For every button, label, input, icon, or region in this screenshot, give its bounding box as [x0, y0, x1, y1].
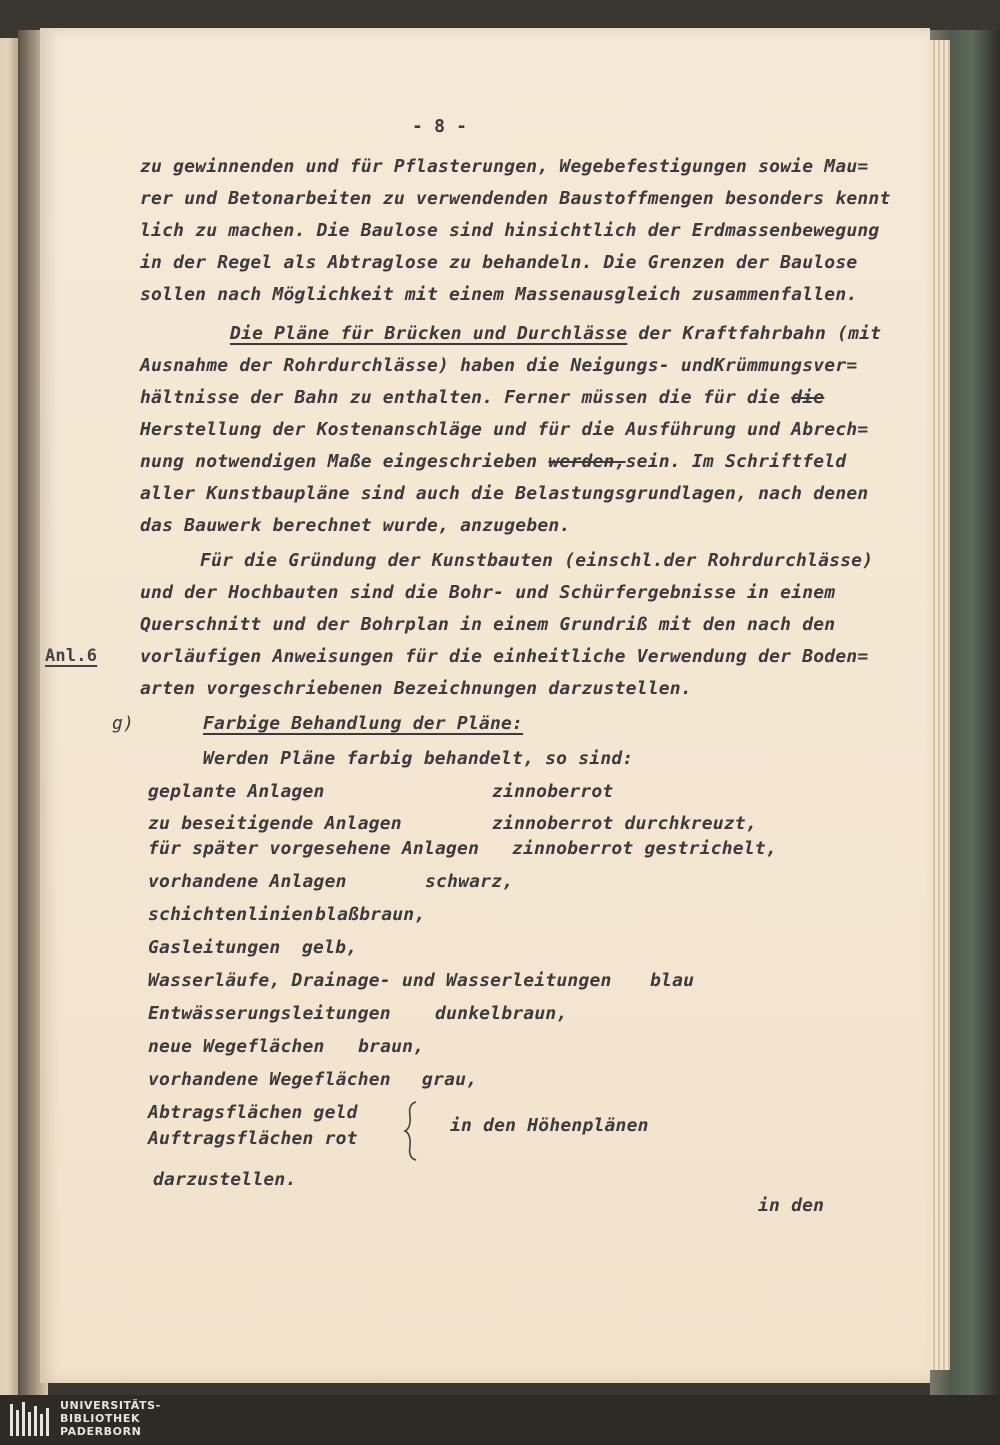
- bridges-line-1: [230, 323, 881, 344]
- color-item: vorhandene Anlagen: [148, 871, 347, 892]
- bridges-line-1-rest: der Kraftfahrbahn (mit: [627, 323, 882, 344]
- color-item: geplante Anlagen: [148, 781, 325, 802]
- color-item: zu beseitigende Anlagen: [148, 813, 402, 834]
- text-line: das Bauwerk berechnet wurde, anzugeben.: [140, 515, 571, 536]
- text-line: lich zu machen. Die Baulose sind hinsichtlich der Erdmassenbewegung: [140, 220, 880, 241]
- auftrag-line: Auftragsflächen rot: [148, 1128, 358, 1149]
- bridges-line-5: [140, 451, 846, 472]
- abtrag-line: Abtragsflächen geld: [148, 1102, 358, 1123]
- catchword: in den: [758, 1195, 825, 1216]
- color-item: Wasserläufe, Drainage- und Wasserleitungen: [148, 970, 612, 991]
- section-letter: g): [112, 713, 135, 734]
- color-item: für später vorgesehene Anlagen: [148, 838, 480, 859]
- color-item: Entwässerungsleitungen: [148, 1003, 391, 1024]
- bridges-line-5-text-b: sein. Im Schriftfeld: [625, 451, 847, 472]
- bridges-line-3: [140, 387, 824, 408]
- color-value: grau,: [422, 1069, 478, 1090]
- closing-line: darzustellen.: [153, 1169, 297, 1190]
- color-value: zinnoberrot: [492, 781, 614, 802]
- text-line: aller Kunstbaupläne sind auch die Belastungsgrundlagen, nach denen: [140, 483, 869, 504]
- document-page: [40, 28, 930, 1383]
- text-line: arten vorgeschriebenen Bezeichnungen darzustellen.: [140, 678, 692, 699]
- bridges-heading: Die Pläne für Brücken und Durchlässe: [230, 323, 628, 344]
- hoehenplaene-note: in den Höhenplänen: [450, 1115, 649, 1136]
- brace-icon: [402, 1100, 422, 1162]
- color-value: zinnoberrot gestrichelt,: [512, 838, 777, 859]
- intro-line: Werden Pläne farbig behandelt, so sind:: [203, 748, 634, 769]
- color-value: blau: [650, 970, 695, 991]
- text-line: in der Regel als Abtraglose zu behandeln. Die Grenzen der Baulose: [140, 252, 858, 273]
- margin-note: Anl.6: [45, 646, 98, 666]
- left-page-edge: [0, 38, 18, 1395]
- color-value: blaßbraun,: [315, 904, 426, 925]
- text-line: rer und Betonarbeiten zu verwendenden Baustoffmengen besonders kennt: [140, 188, 891, 209]
- university-library-logo-icon: [8, 1400, 50, 1440]
- library-logo-bar: [0, 1395, 1000, 1445]
- color-value: braun,: [358, 1036, 425, 1057]
- struck-word: die: [791, 387, 825, 408]
- library-logo-text: [60, 1399, 161, 1438]
- text-line: Ausnahme der Rohrdurchlässe) haben die Neigungs- undKrümmungsver=: [140, 355, 858, 376]
- bridges-line-3-text: hältnisse der Bahn zu enthalten. Ferner müssen die für die: [140, 387, 792, 408]
- logo-line-1: UNIVERSITÄTS-: [60, 1399, 161, 1412]
- struck-word: werden,: [548, 451, 626, 472]
- color-item: vorhandene Wegeflächen: [148, 1069, 391, 1090]
- section-title: Farbige Behandlung der Pläne:: [203, 713, 524, 734]
- logo-line-2: BIBLIOTHEK: [60, 1412, 141, 1425]
- color-value: schwarz,: [425, 871, 514, 892]
- text-line: und der Hochbauten sind die Bohr- und Schürfergebnisse in einem: [140, 582, 836, 603]
- logo-line-3: PADERBORN: [60, 1425, 142, 1438]
- text-line: Für die Gründung der Kunstbauten (einschl.der Rohrdurchlässe): [200, 550, 874, 571]
- color-value: gelb,: [302, 937, 358, 958]
- color-item: neue Wegeflächen: [148, 1036, 325, 1057]
- page-number: - 8 -: [412, 116, 468, 137]
- text-line: vorläufigen Anweisungen für die einheitliche Verwendung der Boden=: [140, 646, 869, 667]
- bridges-line-5-text-a: nung notwendigen Maße eingeschrieben: [140, 451, 549, 472]
- color-item: Gasleitungen: [148, 937, 281, 958]
- color-value: dunkelbraun,: [435, 1003, 568, 1024]
- text-line: zu gewinnenden und für Pflasterungen, Wegebefestigungen sowie Mau=: [140, 156, 869, 177]
- color-value: zinnoberrot durchkreuzt,: [492, 813, 757, 834]
- text-line: sollen nach Möglichkeit mit einem Massenausgleich zusammenfallen.: [140, 284, 858, 305]
- color-item: schichtenlinien: [148, 904, 314, 925]
- text-line: Herstellung der Kostenanschläge und für die Ausführung und Abrech=: [140, 419, 869, 440]
- text-line: Querschnitt und der Bohrplan in einem Grundriß mit den nach den: [140, 614, 836, 635]
